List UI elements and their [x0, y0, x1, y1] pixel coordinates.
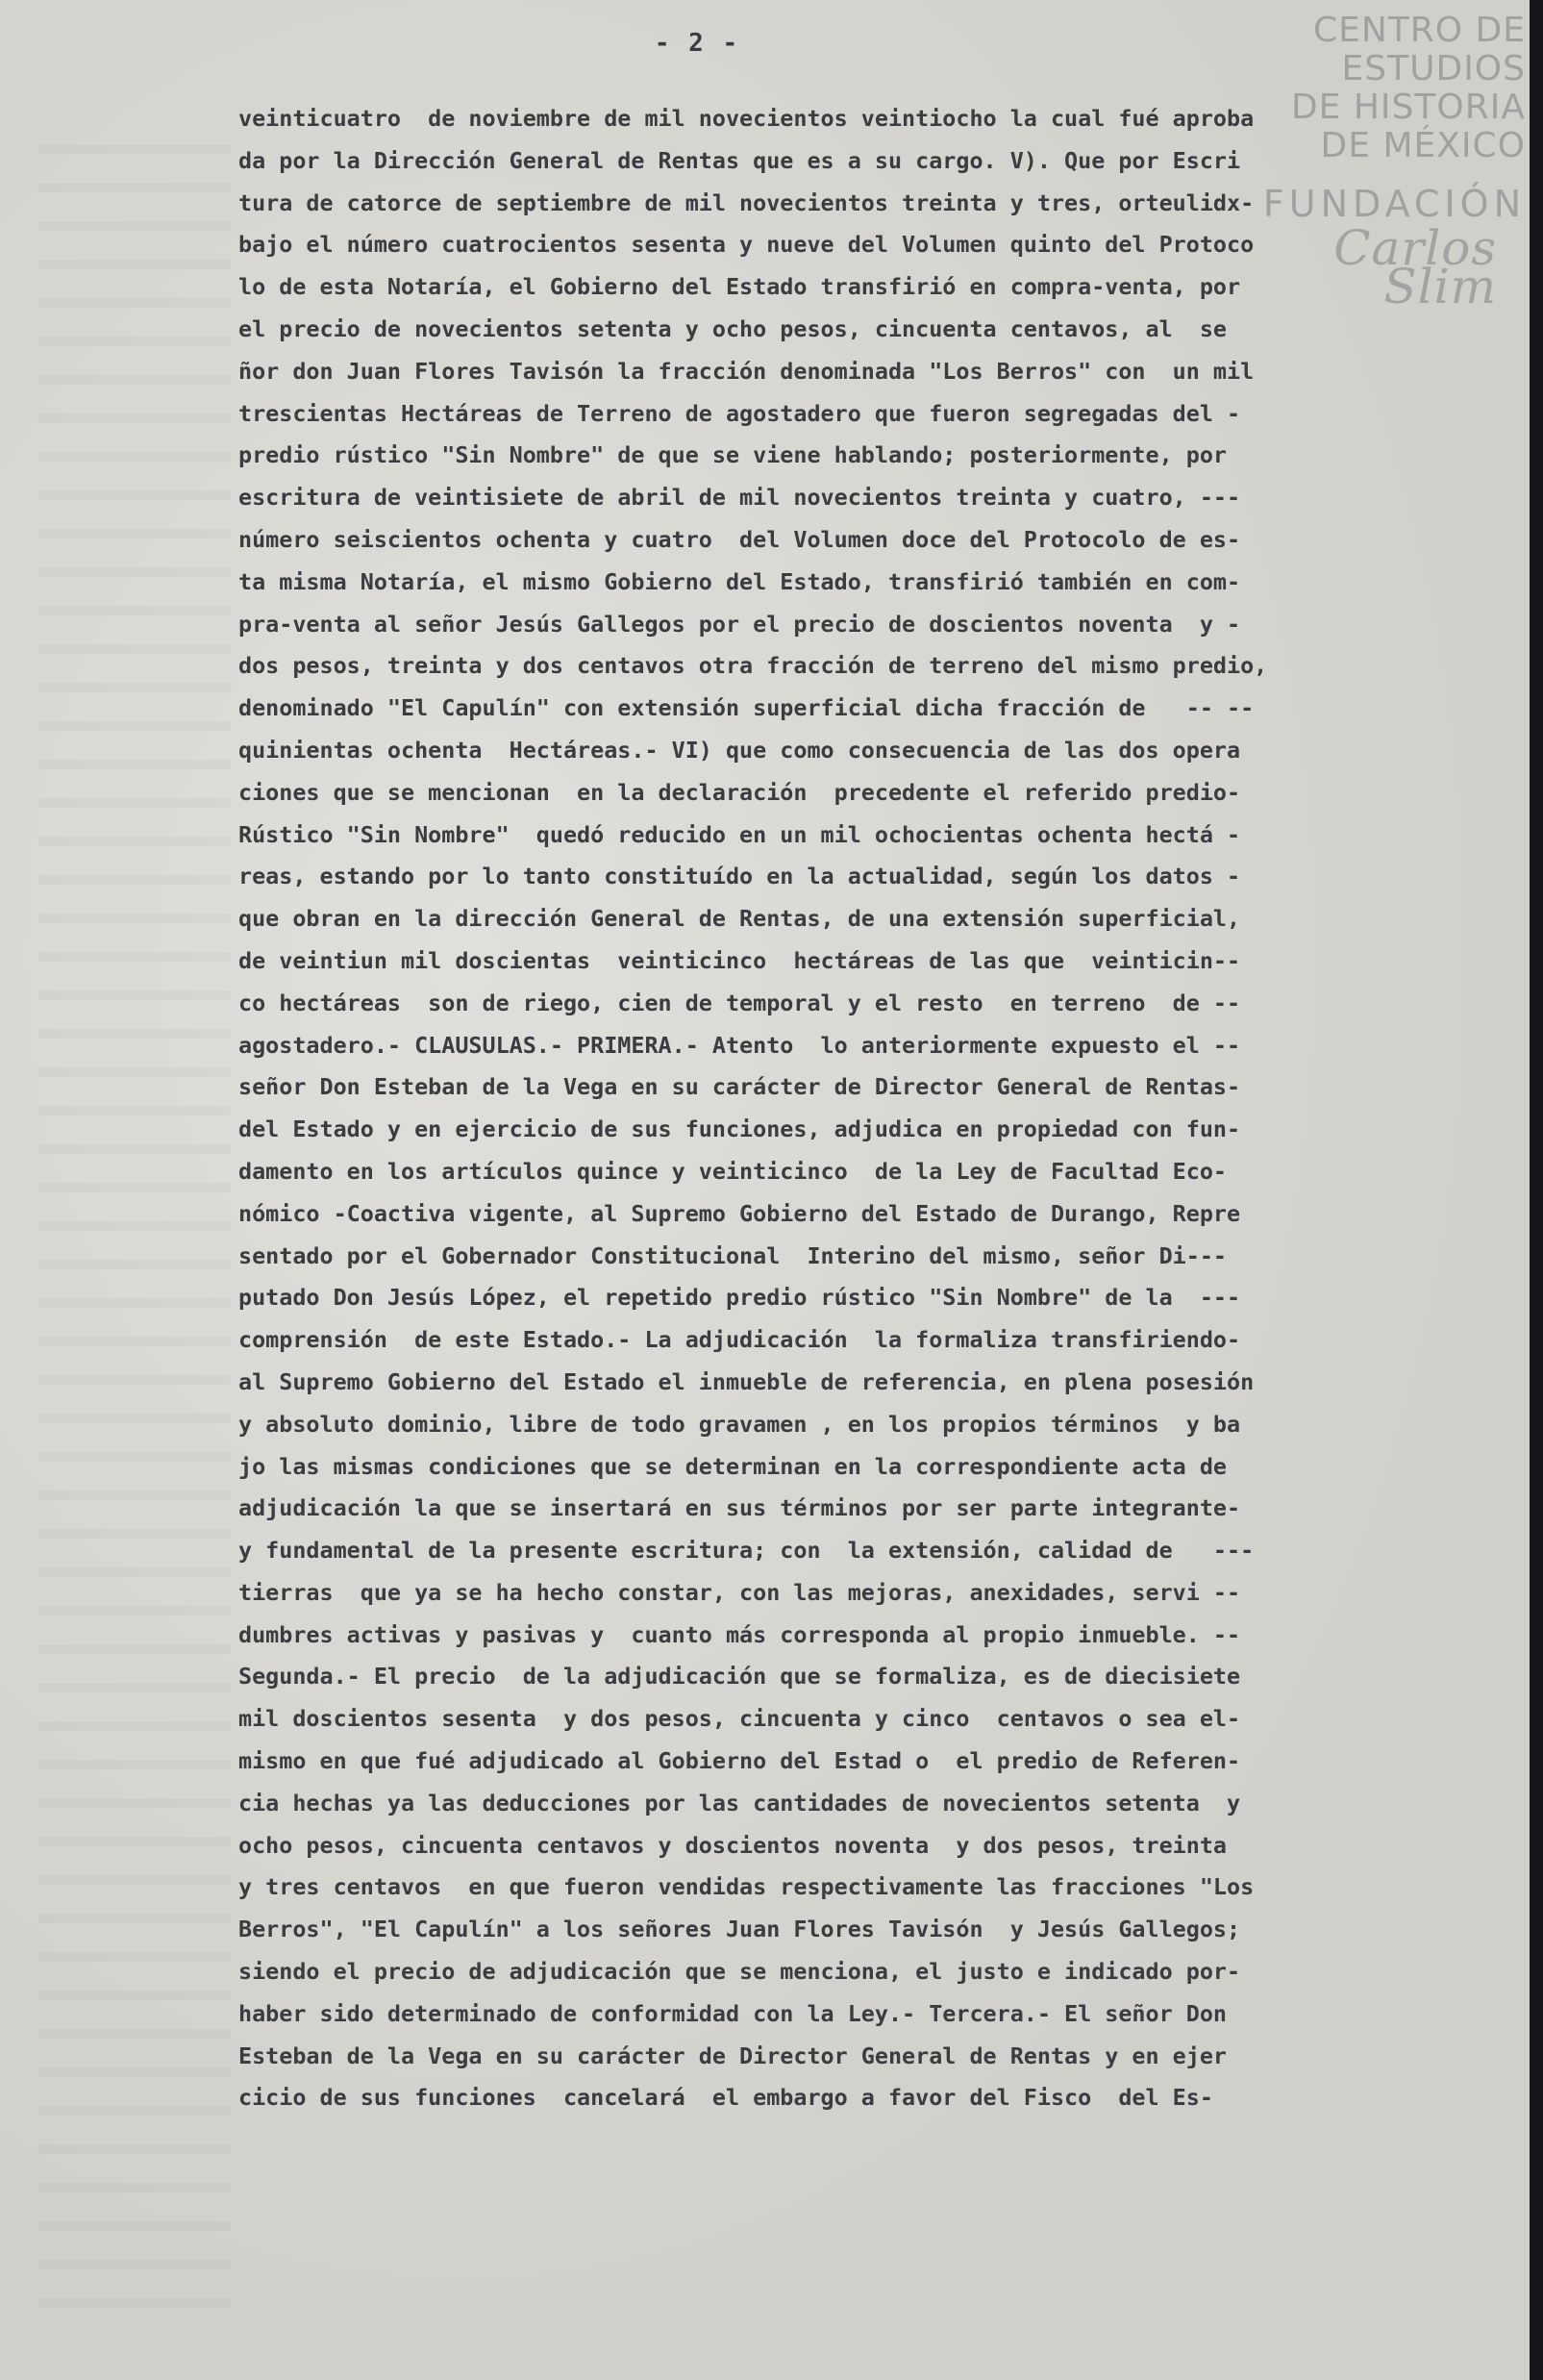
text-line: sentado por el Gobernador Constitucional Interino del mismo, señor Di--- — [238, 1241, 1228, 1269]
text-line: ta misma Notaría, el mismo Gobierno del Estado, transfirió también en com- — [238, 567, 1241, 595]
watermark-line: DE HISTORIA — [1290, 88, 1526, 127]
text-line: lo de esta Notaría, el Gobierno del Estado transfirió en compra-venta, por — [238, 273, 1241, 301]
text-line: ñor don Juan Flores Tavisón la fracción denominada "Los Berros" con un mil — [238, 357, 1255, 385]
text-line: dumbres activas y pasivas y cuanto más corresponda al propio inmueble. -- — [238, 1620, 1241, 1648]
text-line: el precio de novecientos setenta y ocho pesos, cincuenta centavos, al se — [238, 314, 1228, 342]
bleed-through-text — [38, 115, 231, 2327]
text-line: escritura de veintisiete de abril de mil novecientos treinta y cuatro, --- — [238, 484, 1241, 512]
text-line: co hectáreas son de riego, cien de temporal y el resto en terreno de -- — [238, 989, 1241, 1016]
text-line: reas, estando por lo tanto constituído en la actualidad, según los datos - — [238, 863, 1241, 890]
text-line: que obran en la dirección General de Rentas, de una extensión superficial, — [238, 905, 1241, 933]
text-line: haber sido determinado de conformidad con la Ley.- Tercera.- El señor Don — [238, 1999, 1228, 2027]
text-line: y absoluto dominio, libre de todo gravamen , en los propios términos y ba — [238, 1410, 1241, 1438]
text-line: comprensión de este Estado.- La adjudicación la formaliza transfiriendo- — [238, 1326, 1241, 1354]
text-line: Rústico "Sin Nombre" quedó reducido en un mil ochocientas ochenta hectá - — [238, 820, 1241, 848]
scan-edge — [1530, 0, 1543, 2380]
text-line: y fundamental de la presente escritura; con la extensión, calidad de --- — [238, 1537, 1255, 1565]
text-line: adjudicación la que se insertará en sus términos por ser parte integrante- — [238, 1494, 1241, 1522]
text-line: predio rústico "Sin Nombre" de que se viene hablando; posteriormente, por — [238, 441, 1228, 469]
text-line: putado Don Jesús López, el repetido predio rústico "Sin Nombre" de la --- — [238, 1284, 1241, 1312]
text-line: quinientas ochenta Hectáreas.- VI) que como consecuencia de las dos opera — [238, 736, 1241, 764]
text-line: mismo en que fué adjudicado al Gobierno del Estad o el predio de Referen- — [238, 1747, 1241, 1775]
text-line: bajo el número cuatrocientos sesenta y nueve del Volumen quinto del Protoco — [238, 231, 1255, 259]
text-line: damento en los artículos quince y veinticinco de la Ley de Facultad Eco- — [238, 1157, 1228, 1185]
text-line: señor Don Esteban de la Vega en su carácter de Director General de Rentas- — [238, 1073, 1241, 1101]
text-line: Esteban de la Vega en su carácter de Director General de Rentas y en ejer — [238, 2042, 1228, 2069]
text-line: siendo el precio de adjudicación que se menciona, el justo e indicado por- — [238, 1958, 1241, 1986]
text-line: ocho pesos, cincuenta centavos y doscientos noventa y dos pesos, treinta — [238, 1831, 1228, 1859]
text-line: da por la Dirección General de Rentas que es a su cargo. V). Que por Escri — [238, 146, 1241, 174]
text-line: pra-venta al señor Jesús Gallegos por el precio de doscientos noventa y - — [238, 610, 1241, 638]
watermark-line: CENTRO DE — [1312, 11, 1526, 50]
text-line: cicio de sus funciones cancelará el embargo a favor del Fisco del Es- — [238, 2084, 1213, 2112]
text-line: Segunda.- El precio de la adjudicación que se formaliza, es de diecisiete — [238, 1663, 1241, 1691]
text-line: mil doscientos sesenta y dos pesos, cincuenta y cinco centavos o sea el- — [238, 1705, 1241, 1733]
text-line: del Estado y en ejercicio de sus funciones, adjudica en propiedad con fun- — [238, 1115, 1241, 1143]
text-line: ciones que se mencionan en la declaración precedente el referido predio- — [238, 778, 1241, 806]
watermark-signature: Carlos Slim — [1333, 220, 1497, 314]
text-line: número seiscientos ochenta y cuatro del Volumen doce del Protocolo de es- — [238, 525, 1241, 553]
watermark-line: ESTUDIOS — [1341, 49, 1526, 88]
text-line: Berros", "El Capulín" a los señores Juan Flores Tavisón y Jesús Gallegos; — [238, 1916, 1241, 1943]
text-line: dos pesos, treinta y dos centavos otra fracción de terreno del mismo predio, — [238, 652, 1268, 680]
text-line: tierras que ya se ha hecho constar, con las mejoras, anexidades, servi -- — [238, 1578, 1241, 1606]
page-number: - 2 - — [654, 29, 740, 58]
text-line: jo las mismas condiciones que se determinan en la correspondiente acta de — [238, 1452, 1228, 1480]
watermark-foundation: FUNDACIÓN — [1262, 183, 1526, 225]
text-line: y tres centavos en que fueron vendidas respectivamente las fracciones "Los — [238, 1873, 1255, 1901]
text-line: tura de catorce de septiembre de mil novecientos treinta y tres, orteulidx- — [238, 188, 1255, 216]
typewritten-body — [238, 98, 1440, 2119]
text-line: denominado "El Capulín" con extensión superficial dicha fracción de -- -- — [238, 694, 1255, 722]
watermark-line: DE MÉXICO — [1320, 126, 1526, 165]
text-line: nómico -Coactiva vigente, al Supremo Gobierno del Estado de Durango, Repre — [238, 1199, 1241, 1227]
text-line: cia hechas ya las deducciones por las cantidades de novecientos setenta y — [238, 1789, 1241, 1816]
text-line: trescientas Hectáreas de Terreno de agostadero que fueron segregadas del - — [238, 399, 1241, 427]
text-line: de veintiun mil doscientas veinticinco hectáreas de las que veinticin-- — [238, 946, 1241, 974]
text-line: veinticuatro de noviembre de mil novecientos veintiocho la cual fué aproba — [238, 105, 1255, 132]
text-line: al Supremo Gobierno del Estado el inmueble de referencia, en plena posesión — [238, 1367, 1255, 1395]
text-line: agostadero.- CLAUSULAS.- PRIMERA.- Atento lo anteriormente expuesto el -- — [238, 1031, 1241, 1059]
